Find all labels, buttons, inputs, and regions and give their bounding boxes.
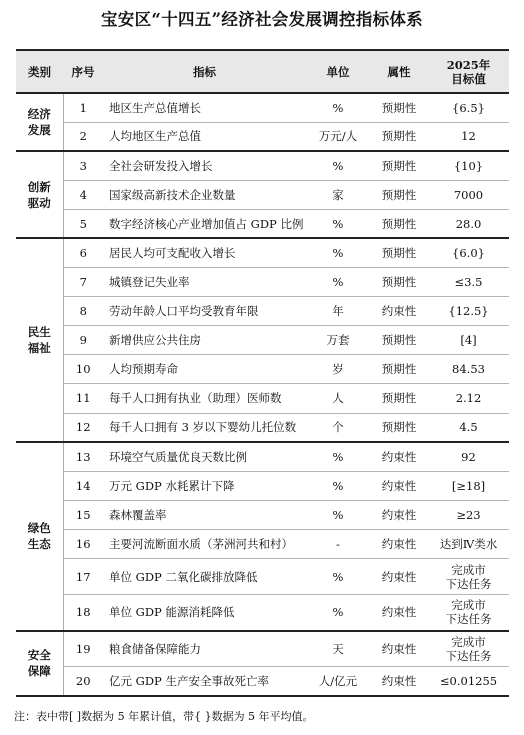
seq-cell: 11 [63, 384, 103, 413]
target-cell [428, 413, 509, 442]
table-row [16, 667, 509, 696]
category-label-line: 安全 [27, 648, 51, 663]
table-row [16, 595, 509, 631]
indicator-cell: 每千人口拥有 3 岁以下婴幼儿托位数 [103, 413, 306, 442]
seq-cell: 9 [63, 326, 103, 355]
attribute-cell: 预期性 [370, 355, 428, 384]
unit-cell: 个 [306, 413, 370, 442]
unit-cell: % [306, 595, 370, 631]
table-row [16, 209, 509, 238]
indicator-cell: 万元 GDP 水耗累计下降 [103, 471, 306, 500]
table-row [16, 442, 509, 471]
indicator-cell: 地区生产总值增长 [103, 93, 306, 122]
indicator-cell: 粮食储备保障能力 [103, 631, 306, 667]
attribute-cell: 预期性 [370, 413, 428, 442]
target-value-line: 84.53 [452, 362, 485, 377]
category-cell [16, 93, 63, 151]
attribute-cell: 约束性 [370, 667, 428, 696]
category-label-line: 发展 [27, 123, 51, 138]
target-value-line: 下达任务 [445, 612, 492, 627]
unit-cell: 人 [306, 384, 370, 413]
indicator-cell: 居民人均可支配收入增长 [103, 238, 306, 267]
seq-cell: 15 [63, 500, 103, 529]
indicator-table [16, 49, 509, 697]
category-cell [16, 442, 63, 630]
target-cell [428, 209, 509, 238]
target-value-line: 完成市 [451, 562, 486, 577]
header-indicator: 指标 [103, 50, 306, 93]
attribute-cell: 预期性 [370, 268, 428, 297]
category-cell [16, 631, 63, 696]
target-cell [428, 355, 509, 384]
category-label-line: 驱动 [27, 195, 51, 210]
unit-cell: % [306, 442, 370, 471]
category-label-line: 绿色 [27, 521, 51, 536]
target-value-line: {6.0} [452, 246, 485, 261]
indicator-cell: 人均地区生产总值 [103, 122, 306, 151]
attribute-cell: 预期性 [370, 93, 428, 122]
target-cell [428, 442, 509, 471]
seq-cell: 7 [63, 268, 103, 297]
target-value-line: 28.0 [455, 216, 482, 231]
target-value-line: ≤3.5 [454, 275, 483, 290]
target-cell [428, 93, 509, 122]
seq-cell: 6 [63, 238, 103, 267]
attribute-cell: 约束性 [370, 442, 428, 471]
indicator-cell: 国家级高新技术企业数量 [103, 180, 306, 209]
seq-cell: 13 [63, 442, 103, 471]
category-label-line: 民生 [27, 325, 51, 340]
attribute-cell: 预期性 [370, 238, 428, 267]
table-row [16, 297, 509, 326]
unit-cell: 万元/人 [306, 122, 370, 151]
indicator-cell: 亿元 GDP 生产安全事故死亡率 [103, 667, 306, 696]
table-row [16, 151, 509, 180]
table-row [16, 631, 509, 667]
attribute-cell: 预期性 [370, 326, 428, 355]
indicator-cell: 数字经济核心产业增加值占 GDP 比例 [103, 209, 306, 238]
attribute-cell: 约束性 [370, 471, 428, 500]
table-row [16, 471, 509, 500]
attribute-cell: 约束性 [370, 500, 428, 529]
attribute-cell: 约束性 [370, 631, 428, 667]
target-value-line: {6.5} [452, 100, 485, 115]
target-cell [428, 151, 509, 180]
target-cell [428, 238, 509, 267]
table-header-row [16, 50, 509, 93]
target-cell [428, 631, 509, 667]
attribute-cell: 约束性 [370, 559, 428, 595]
unit-cell: % [306, 151, 370, 180]
table-row [16, 93, 509, 122]
target-value-line: {12.5} [448, 304, 489, 319]
page-title: 宝安区“十四五”经济社会发展调控指标体系 [101, 10, 423, 29]
indicator-cell: 每千人口拥有执业（助理）医师数 [103, 384, 306, 413]
unit-cell: 岁 [306, 355, 370, 384]
target-cell [428, 559, 509, 595]
header-attribute: 属性 [370, 50, 428, 93]
unit-cell: % [306, 93, 370, 122]
unit-cell: % [306, 500, 370, 529]
table-row [16, 355, 509, 384]
unit-cell: 家 [306, 180, 370, 209]
target-cell [428, 595, 509, 631]
indicator-cell: 全社会研发投入增长 [103, 151, 306, 180]
indicator-cell: 人均预期寿命 [103, 355, 306, 384]
table-row [16, 384, 509, 413]
table-row [16, 559, 509, 595]
unit-cell: 人/亿元 [306, 667, 370, 696]
indicator-cell: 新增供应公共住房 [103, 326, 306, 355]
table-row [16, 500, 509, 529]
target-cell [428, 122, 509, 151]
indicator-cell: 单位 GDP 二氧化碳排放降低 [103, 559, 306, 595]
header-category: 类别 [16, 50, 63, 93]
table-row [16, 180, 509, 209]
target-cell [428, 471, 509, 500]
unit-cell: 万套 [306, 326, 370, 355]
category-cell [16, 151, 63, 238]
attribute-cell: 约束性 [370, 529, 428, 558]
table-row [16, 238, 509, 267]
target-value-line: 完成市 [451, 634, 486, 649]
seq-cell: 12 [63, 413, 103, 442]
seq-cell: 14 [63, 471, 103, 500]
indicator-cell: 城镇登记失业率 [103, 268, 306, 297]
seq-cell: 19 [63, 631, 103, 667]
target-cell [428, 268, 509, 297]
header-target-line1: 2025年 [446, 57, 491, 72]
target-value-line: 完成市 [451, 598, 486, 613]
unit-cell: 天 [306, 631, 370, 667]
target-cell [428, 297, 509, 326]
target-value-line: [4] [460, 333, 477, 348]
unit-cell: % [306, 471, 370, 500]
category-label-line: 福祉 [27, 341, 51, 356]
target-cell [428, 326, 509, 355]
unit-cell: % [306, 238, 370, 267]
seq-cell: 4 [63, 180, 103, 209]
seq-cell: 20 [63, 667, 103, 696]
table-row [16, 122, 509, 151]
attribute-cell: 约束性 [370, 297, 428, 326]
target-cell [428, 667, 509, 696]
unit-cell: 年 [306, 297, 370, 326]
category-label-line: 保障 [27, 664, 51, 679]
target-cell [428, 180, 509, 209]
indicator-cell: 环境空气质量优良天数比例 [103, 442, 306, 471]
category-label-line: 生态 [27, 537, 51, 552]
table-row [16, 268, 509, 297]
target-value-line: [≥18] [451, 478, 486, 493]
seq-cell: 18 [63, 595, 103, 631]
seq-cell: 1 [63, 93, 103, 122]
target-cell [428, 500, 509, 529]
header-target [428, 50, 509, 93]
target-value-line: 12 [461, 129, 476, 144]
table-footnote: 注：表中带[ ]数据为 5 年累计值，带{ }数据为 5 年平均值。 [14, 710, 314, 723]
target-value-line: 92 [461, 449, 476, 464]
unit-cell: % [306, 268, 370, 297]
unit-cell: % [306, 559, 370, 595]
attribute-cell: 约束性 [370, 595, 428, 631]
target-value-line: ≥23 [456, 507, 481, 522]
seq-cell: 17 [63, 559, 103, 595]
table-row [16, 413, 509, 442]
target-value-line: 4.5 [459, 420, 478, 435]
seq-cell: 16 [63, 529, 103, 558]
target-value-line: 下达任务 [445, 648, 492, 663]
attribute-cell: 预期性 [370, 180, 428, 209]
target-cell [428, 384, 509, 413]
attribute-cell: 预期性 [370, 122, 428, 151]
header-target-line2: 目标值 [451, 71, 486, 86]
unit-cell: - [306, 529, 370, 558]
target-value-line: ≤0.01255 [439, 673, 498, 688]
attribute-cell: 预期性 [370, 151, 428, 180]
header-seq: 序号 [63, 50, 103, 93]
target-value-line: 2.12 [455, 391, 482, 406]
seq-cell: 10 [63, 355, 103, 384]
category-label-line: 经济 [27, 107, 51, 122]
indicator-cell: 劳动年龄人口平均受教育年限 [103, 297, 306, 326]
unit-cell: % [306, 209, 370, 238]
target-value-line: {10} [453, 158, 484, 173]
seq-cell: 2 [63, 122, 103, 151]
target-cell [428, 529, 509, 558]
table-body [16, 93, 509, 696]
attribute-cell: 预期性 [370, 384, 428, 413]
header-unit: 单位 [306, 50, 370, 93]
seq-cell: 5 [63, 209, 103, 238]
indicator-cell: 单位 GDP 能源消耗降低 [103, 595, 306, 631]
attribute-cell: 预期性 [370, 209, 428, 238]
target-value-line: 下达任务 [445, 576, 492, 591]
target-value-line: 7000 [453, 187, 484, 202]
target-value-line: 达到Ⅳ类水 [439, 536, 498, 551]
table-row [16, 326, 509, 355]
category-cell [16, 238, 63, 442]
table-row [16, 529, 509, 558]
seq-cell: 8 [63, 297, 103, 326]
indicator-cell: 森林覆盖率 [103, 500, 306, 529]
category-label-line: 创新 [27, 179, 51, 194]
indicator-cell: 主要河流断面水质（茅洲河共和村） [103, 529, 306, 558]
seq-cell: 3 [63, 151, 103, 180]
